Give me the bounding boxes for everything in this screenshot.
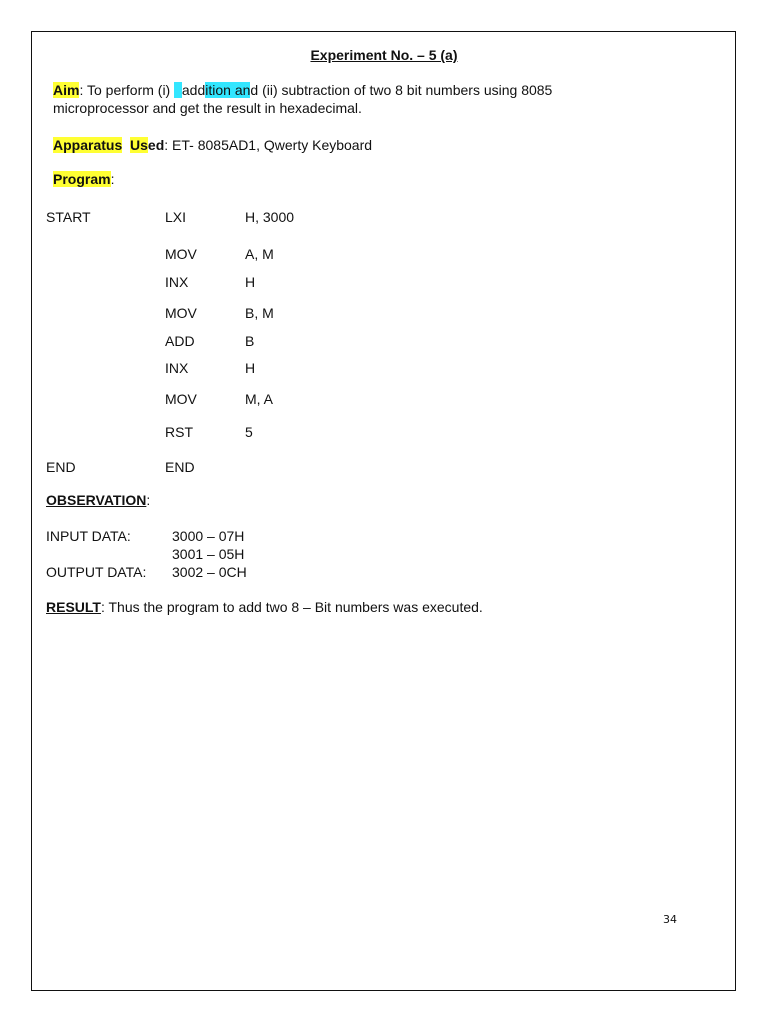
aim-text-before: To perform (i) [83, 82, 175, 98]
code-opcode: MOV [165, 305, 197, 321]
result-line [46, 599, 483, 616]
aim-colon: : [79, 82, 84, 98]
code-row [0, 305, 768, 322]
code-row [0, 360, 768, 377]
code-opcode: LXI [165, 209, 187, 225]
result-label: RESULT [46, 599, 101, 615]
program-label: Program [53, 171, 111, 187]
code-opcode: INX [165, 360, 189, 376]
code-operand: B, M [245, 305, 274, 321]
code-row [0, 246, 768, 263]
program-colon: : [110, 171, 115, 187]
code-operand: B [245, 333, 255, 349]
experiment-title: Experiment No. – 5 (a) [310, 47, 458, 63]
code-operand: H, 3000 [245, 209, 295, 225]
result-text: : Thus the program to add two 8 – Bit numbers was executed. [100, 599, 483, 615]
code-opcode: INX [165, 274, 189, 290]
page-number: 34 [663, 913, 677, 926]
code-operand: M, A [245, 391, 274, 407]
code-opcode: ADD [165, 333, 195, 349]
code-row [0, 274, 768, 291]
code-operand: 5 [245, 424, 253, 440]
observation-label: OBSERVATION [46, 492, 147, 508]
input-data-value-1: 3000 – 07H [172, 528, 245, 544]
code-label: START [46, 209, 91, 225]
apparatus-label-3: ed [147, 137, 165, 153]
code-operand: H [245, 360, 256, 376]
code-label: END [46, 459, 76, 475]
output-data-value: 3002 – 0CH [172, 564, 247, 580]
input-data-label: INPUT DATA: [46, 528, 131, 544]
program-heading [53, 171, 114, 188]
code-row [0, 333, 768, 350]
code-operand: H [245, 274, 256, 290]
page-border [31, 31, 736, 991]
code-row [0, 424, 768, 441]
code-operand: A, M [245, 246, 274, 262]
aim-label: Aim [53, 82, 80, 98]
apparatus-label-2: Us [130, 137, 148, 153]
code-row [0, 391, 768, 408]
code-opcode: MOV [165, 391, 197, 407]
aim-line-2: microprocessor and get the result in hexadecimal. [53, 100, 362, 116]
aim-line-1 [53, 82, 552, 99]
observation-colon: : [146, 492, 151, 508]
observation-heading [46, 492, 150, 509]
apparatus-label-gap [122, 137, 130, 153]
output-data-label: OUTPUT DATA: [46, 564, 147, 580]
apparatus-line [53, 137, 372, 154]
input-data-value-2: 3001 – 05H [172, 546, 245, 562]
aim-text-add: add [181, 82, 206, 98]
code-row [0, 459, 768, 476]
code-opcode: RST [165, 424, 193, 440]
aim-text-after: d (ii) subtraction of two 8 bit numbers using 8085 [250, 82, 553, 98]
apparatus-label-1: Apparatus [53, 137, 123, 153]
apparatus-text: : ET- 8085AD1, Qwerty Keyboard [164, 137, 373, 153]
aim-highlight-space [174, 82, 182, 98]
code-opcode: MOV [165, 246, 197, 262]
code-row [0, 209, 768, 226]
aim-highlight-ition: ition an [205, 82, 251, 98]
code-opcode: END [165, 459, 195, 475]
